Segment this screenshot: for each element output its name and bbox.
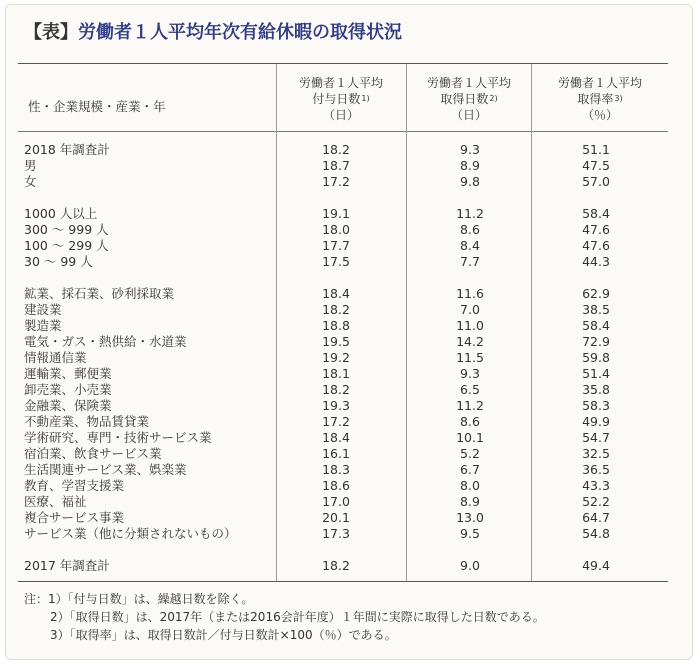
row-label: 電気・ガス・熱供給・水道業	[24, 334, 187, 349]
taken-days-value: 11.2	[456, 206, 484, 221]
taken-days-value: 10.1	[456, 430, 484, 445]
taken-days-value: 11.0	[456, 318, 484, 333]
table-row	[6, 174, 694, 190]
header-granted-line1: 労働者１人平均	[298, 76, 383, 90]
row-label: 1000 人以上	[24, 206, 98, 221]
row-label: 教育、学習支援業	[24, 478, 125, 493]
taken-days-value: 11.6	[456, 286, 484, 301]
rate-value: 47.6	[582, 222, 610, 237]
table-row	[6, 430, 694, 446]
rate-value: 49.4	[582, 558, 610, 573]
header-top-rule	[18, 63, 668, 64]
rate-value: 47.6	[582, 238, 610, 253]
granted-days-value: 19.1	[322, 206, 350, 221]
row-label: 生活関連サービス業、娯楽業	[24, 462, 187, 477]
granted-days-value: 19.5	[322, 334, 350, 349]
header-rate-line1: 労働者１人平均	[557, 76, 642, 90]
taken-days-value: 11.5	[456, 350, 484, 365]
table-row	[6, 350, 694, 366]
granted-days-value: 17.2	[322, 414, 350, 429]
taken-days-value: 9.0	[460, 558, 480, 573]
taken-days-value: 7.0	[460, 302, 480, 317]
taken-days-value: 8.9	[460, 158, 480, 173]
granted-days-value: 19.3	[322, 398, 350, 413]
row-label: 建設業	[24, 302, 62, 317]
note-2: 2）「取得日数」は、2017年（または2016会計年度）１年間に実際に取得した日数である。	[50, 610, 545, 624]
table-row	[6, 238, 694, 254]
rate-value: 59.8	[582, 350, 610, 365]
granted-days-value: 18.6	[322, 478, 350, 493]
row-label: 学術研究、専門・技術サービス業	[24, 430, 212, 445]
table-notes	[24, 590, 545, 644]
taken-days-value: 8.4	[460, 238, 480, 253]
rate-value: 49.9	[582, 414, 610, 429]
taken-days-value: 5.2	[460, 446, 480, 461]
rate-value: 54.7	[582, 430, 610, 445]
table-row	[6, 398, 694, 414]
rate-value: 38.5	[582, 302, 610, 317]
rate-value: 51.4	[582, 366, 610, 381]
table-row	[6, 254, 694, 270]
granted-days-value: 18.4	[322, 430, 350, 445]
granted-days-value: 17.0	[322, 494, 350, 509]
taken-days-value: 7.7	[460, 254, 480, 269]
header-rate	[533, 75, 667, 123]
table-row	[6, 318, 694, 334]
taken-days-value: 8.6	[460, 414, 480, 429]
rate-value: 43.3	[582, 478, 610, 493]
granted-days-value: 17.5	[322, 254, 350, 269]
granted-days-value: 18.8	[322, 318, 350, 333]
row-label: 2017 年調査計	[24, 558, 110, 573]
table-row	[6, 366, 694, 382]
table-row	[6, 334, 694, 350]
granted-days-value: 16.1	[322, 446, 350, 461]
granted-days-value: 17.3	[322, 526, 350, 541]
row-label: 情報通信業	[24, 350, 87, 365]
rate-value: 58.4	[582, 318, 610, 333]
row-label: 男	[24, 158, 37, 173]
granted-days-value: 19.2	[322, 350, 350, 365]
row-label: サービス業（他に分類されないもの）	[24, 526, 237, 541]
table-row	[6, 526, 694, 542]
table-row	[6, 462, 694, 478]
taken-days-value: 8.9	[460, 494, 480, 509]
table-row	[6, 382, 694, 398]
row-label: 300 ～ 999 人	[24, 222, 109, 237]
row-label: 女	[24, 174, 37, 189]
row-label: 鉱業、採石業、砂利採取業	[24, 286, 175, 301]
taken-days-value: 11.2	[456, 398, 484, 413]
table-row	[6, 510, 694, 526]
table-row	[6, 446, 694, 462]
taken-days-value: 9.3	[460, 366, 480, 381]
row-label: 複合サービス事業	[24, 510, 125, 525]
rate-value: 58.3	[582, 398, 610, 413]
granted-days-value: 18.3	[322, 462, 350, 477]
rate-value: 72.9	[582, 334, 610, 349]
rate-value: 44.3	[582, 254, 610, 269]
granted-days-value: 18.4	[322, 286, 350, 301]
granted-days-value: 17.7	[322, 238, 350, 253]
table-bottom-rule	[18, 581, 668, 582]
taken-days-value: 8.0	[460, 478, 480, 493]
granted-days-value: 18.2	[322, 302, 350, 317]
taken-days-value: 8.6	[460, 222, 480, 237]
row-label: 金融業、保険業	[24, 398, 112, 413]
row-label: 運輸業、郵便業	[24, 366, 112, 381]
header-taken-line2: 取得日数	[440, 92, 489, 106]
granted-days-value: 18.2	[322, 142, 350, 157]
row-label: 製造業	[24, 318, 62, 333]
header-rate-line2: 取得率	[577, 92, 614, 106]
taken-days-value: 6.7	[460, 462, 480, 477]
granted-days-value: 18.7	[322, 158, 350, 173]
taken-days-value: 6.5	[460, 382, 480, 397]
header-rate-unit: （％）	[581, 108, 618, 122]
rate-value: 58.4	[582, 206, 610, 221]
table-row	[6, 286, 694, 302]
rate-value: 47.5	[582, 158, 610, 173]
row-label: 医療、福祉	[24, 494, 87, 509]
rate-value: 35.8	[582, 382, 610, 397]
table-row	[6, 558, 694, 574]
granted-days-value: 18.2	[322, 382, 350, 397]
row-label: 30 ～ 99 人	[24, 254, 93, 269]
header-granted-line2: 付与日数	[312, 92, 361, 106]
row-label: 100 ～ 299 人	[24, 238, 109, 253]
header-granted-unit: （日）	[322, 108, 359, 122]
granted-days-value: 18.0	[322, 222, 350, 237]
header-granted-days	[278, 75, 404, 123]
granted-days-value: 17.2	[322, 174, 350, 189]
header-granted-note: 1)	[361, 94, 370, 103]
taken-days-value: 9.3	[460, 142, 480, 157]
header-rate-note: 3)	[614, 94, 623, 103]
header-bottom-rule	[18, 131, 668, 132]
rate-value: 52.2	[582, 494, 610, 509]
row-label: 不動産業、物品賃貸業	[24, 414, 150, 429]
rate-value: 57.0	[582, 174, 610, 189]
rate-value: 64.7	[582, 510, 610, 525]
rate-value: 62.9	[582, 286, 610, 301]
table-row	[6, 206, 694, 222]
taken-days-value: 9.8	[460, 174, 480, 189]
rate-value: 51.1	[582, 142, 610, 157]
header-taken-note: 2)	[489, 94, 498, 103]
granted-days-value: 20.1	[322, 510, 350, 525]
note-1: 注：1）「付与日数」は、繰越日数を除く。	[24, 592, 254, 606]
table-row	[6, 222, 694, 238]
title-text: 労働者１人平均年次有給休暇の取得状況	[78, 22, 402, 43]
row-label: 2018 年調査計	[24, 142, 110, 157]
rate-value: 54.8	[582, 526, 610, 541]
note-3: 3）「取得率」は、取得日数計／付与日数計×100（％）である。	[50, 628, 397, 642]
title-bracket: 【表】	[24, 22, 78, 43]
row-label: 卸売業、小売業	[24, 382, 112, 397]
header-taken-line1: 労働者１人平均	[426, 76, 511, 90]
table-row	[6, 158, 694, 174]
table-row	[6, 142, 694, 158]
rate-value: 36.5	[582, 462, 610, 477]
table-row	[6, 478, 694, 494]
table-row	[6, 414, 694, 430]
rate-value: 32.5	[582, 446, 610, 461]
taken-days-value: 9.5	[460, 526, 480, 541]
table-row	[6, 494, 694, 510]
header-taken-days	[408, 75, 530, 123]
table-row	[6, 302, 694, 318]
granted-days-value: 18.2	[322, 558, 350, 573]
header-category: 性・企業規模・産業・年	[28, 99, 166, 114]
row-label: 宿泊業、飲食サービス業	[24, 446, 162, 461]
taken-days-value: 13.0	[456, 510, 484, 525]
granted-days-value: 18.1	[322, 366, 350, 381]
header-taken-unit: （日）	[450, 108, 487, 122]
table-title	[24, 18, 402, 44]
table-frame	[5, 4, 693, 660]
taken-days-value: 14.2	[456, 334, 484, 349]
